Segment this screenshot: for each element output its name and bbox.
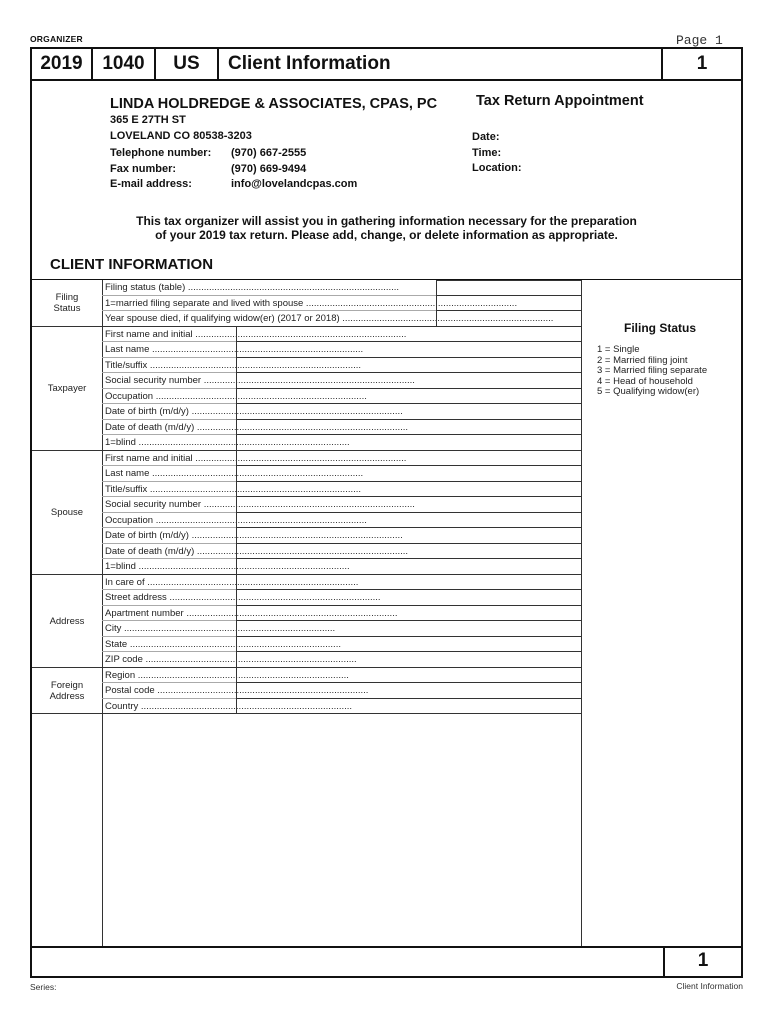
group-label-text: Filing bbox=[55, 292, 79, 304]
field-label: Region ................................................................................ bbox=[105, 669, 349, 681]
row-divider bbox=[102, 295, 436, 296]
group-label-text: Foreign bbox=[50, 679, 84, 691]
row-divider bbox=[102, 403, 236, 404]
firm-city: LOVELAND CO 80538-3203 bbox=[110, 129, 252, 142]
row-divider bbox=[102, 605, 236, 606]
email-value: info@lovelandcpas.com bbox=[231, 178, 358, 190]
field-label: 1=blind ................................................................................ bbox=[105, 561, 350, 572]
footer-divider bbox=[32, 946, 741, 948]
header-divider bbox=[32, 79, 741, 81]
field-input[interactable] bbox=[236, 389, 581, 405]
field-input[interactable] bbox=[236, 513, 581, 529]
group-label-spouse bbox=[32, 507, 102, 518]
firm-contact-values bbox=[231, 146, 357, 193]
row-divider bbox=[102, 372, 236, 373]
row-divider bbox=[102, 682, 236, 683]
group-label-foreign bbox=[32, 680, 102, 702]
field-input[interactable] bbox=[436, 296, 581, 312]
field-input[interactable] bbox=[236, 342, 581, 358]
phone-value: (970) 667-2555 bbox=[231, 147, 307, 159]
field-input[interactable] bbox=[236, 652, 581, 668]
field-label: Postal code ................................................................................ bbox=[105, 685, 369, 696]
field-label: Street address ................................................................................ bbox=[105, 592, 381, 603]
field-input[interactable] bbox=[236, 621, 581, 637]
footer-title: Client Information bbox=[676, 981, 743, 991]
row-divider bbox=[102, 512, 236, 513]
appointment-title: Tax Return Appointment bbox=[476, 93, 644, 109]
appointment-time-label: Time: bbox=[472, 146, 502, 159]
field-label: In care of ................................................................................ bbox=[105, 576, 359, 588]
group-label-text: Status bbox=[53, 303, 81, 315]
legend-item: 2 = Married filing joint bbox=[597, 354, 688, 366]
series-label: Series: bbox=[30, 982, 57, 992]
field-label: Occupation ................................................................................ bbox=[105, 390, 367, 402]
row-divider bbox=[102, 543, 236, 544]
field-input[interactable] bbox=[236, 683, 581, 699]
field-input[interactable] bbox=[236, 544, 581, 560]
field-label: Date of birth (m/d/y) ................................................................................ bbox=[105, 406, 403, 417]
legend-item: 1 = Single bbox=[597, 344, 640, 355]
field-input[interactable] bbox=[236, 482, 581, 498]
field-label: Year spouse died, if qualifying widow(er) (2017 or 2018) ................................................................................ bbox=[105, 313, 554, 324]
group-label-address bbox=[32, 616, 102, 627]
grid-label-divider bbox=[102, 280, 103, 948]
group-label-text: Address bbox=[49, 615, 85, 627]
row-divider bbox=[102, 636, 236, 637]
row-divider bbox=[102, 341, 236, 342]
form-title: Client Information bbox=[219, 49, 663, 79]
appointment-fields bbox=[472, 130, 522, 177]
group-label-text: Spouse bbox=[50, 507, 84, 518]
field-label: Occupation ................................................................................ bbox=[105, 514, 367, 526]
field-input[interactable] bbox=[236, 451, 581, 467]
form-frame bbox=[30, 47, 743, 978]
appointment-date-label: Date: bbox=[472, 131, 500, 143]
footer-page-number: 1 bbox=[663, 946, 741, 976]
row-divider bbox=[102, 620, 236, 621]
fax-label: Fax number: bbox=[110, 162, 177, 175]
group-label-text: Taxpayer bbox=[47, 383, 87, 394]
row-divider bbox=[102, 419, 236, 420]
email-label: E-mail address: bbox=[110, 178, 192, 190]
phone-label: Telephone number: bbox=[110, 147, 212, 159]
legend-item: 3 = Married filing separate bbox=[597, 365, 708, 376]
firm-street: 365 E 27TH ST bbox=[110, 114, 186, 126]
field-input[interactable] bbox=[436, 311, 581, 327]
field-label: 1=blind ................................................................................ bbox=[105, 437, 350, 448]
field-label: First name and initial ................................................................................ bbox=[105, 452, 407, 464]
field-input[interactable] bbox=[236, 699, 581, 715]
field-input[interactable] bbox=[236, 575, 581, 591]
field-label: Date of death (m/d/y) ................................................................................ bbox=[105, 421, 409, 433]
row-divider bbox=[102, 651, 236, 652]
field-label: Apartment number ................................................................................ bbox=[105, 607, 398, 619]
field-label: Date of birth (m/d/y) ................................................................................ bbox=[105, 530, 403, 541]
legend-item: 4 = Head of household bbox=[597, 375, 693, 387]
firm-name: LINDA HOLDREDGE & ASSOCIATES, CPAS, PC bbox=[110, 96, 438, 112]
field-input[interactable] bbox=[236, 528, 581, 544]
header-page-number: 1 bbox=[696, 53, 708, 74]
form-number: 1040 bbox=[93, 49, 156, 79]
field-label: Title/suffix ................................................................................ bbox=[105, 359, 362, 371]
row-divider bbox=[102, 698, 236, 699]
row-divider bbox=[102, 589, 236, 590]
page-label: Page 1 bbox=[676, 33, 723, 48]
appointment-location-label: Location: bbox=[472, 162, 522, 174]
row-divider bbox=[102, 481, 236, 482]
field-label: Last name ................................................................................ bbox=[105, 344, 364, 355]
fax-value: (970) 669-9494 bbox=[231, 162, 307, 175]
row-divider bbox=[102, 434, 236, 435]
field-label: State ................................................................................ bbox=[105, 638, 341, 650]
field-input[interactable] bbox=[236, 373, 581, 389]
field-label: 1=married filing separate and lived with spouse ................................................................................ bbox=[105, 297, 518, 309]
group-label-text: Address bbox=[49, 690, 85, 702]
firm-address bbox=[110, 113, 252, 144]
firm-contact-labels bbox=[110, 146, 211, 193]
field-label: Country ................................................................................ bbox=[105, 700, 353, 712]
row-divider bbox=[102, 465, 236, 466]
field-input[interactable] bbox=[236, 606, 581, 622]
organizer-note bbox=[32, 215, 741, 242]
field-label: Last name ................................................................................ bbox=[105, 468, 364, 479]
group-label-taxpayer bbox=[32, 383, 102, 394]
row-divider bbox=[102, 496, 236, 497]
row-divider bbox=[102, 357, 236, 358]
field-label: ZIP code ................................................................................ bbox=[105, 654, 357, 665]
section-title: CLIENT INFORMATION bbox=[50, 256, 214, 273]
field-label: Social security number ................................................................................ bbox=[105, 375, 415, 386]
row-divider bbox=[102, 388, 236, 389]
tax-year: 2019 bbox=[32, 49, 93, 79]
field-input[interactable] bbox=[236, 404, 581, 420]
field-input[interactable] bbox=[236, 497, 581, 513]
field-label: Title/suffix ................................................................................ bbox=[105, 483, 362, 495]
legend-item: 5 = Qualifying widow(er) bbox=[597, 386, 700, 397]
field-input[interactable] bbox=[236, 590, 581, 606]
field-input[interactable] bbox=[236, 637, 581, 653]
row-divider bbox=[102, 558, 236, 559]
row-divider bbox=[102, 527, 236, 528]
row-divider bbox=[102, 310, 436, 311]
field-input[interactable] bbox=[236, 358, 581, 374]
filing-status-legend bbox=[597, 345, 707, 398]
field-input[interactable] bbox=[236, 420, 581, 436]
group-label-filing bbox=[32, 292, 102, 314]
field-label: City ................................................................................ bbox=[105, 623, 336, 634]
legend-title: Filing Status bbox=[624, 321, 696, 335]
organizer-label: ORGANIZER bbox=[30, 34, 83, 44]
field-input[interactable] bbox=[236, 559, 581, 575]
field-input[interactable] bbox=[436, 280, 581, 296]
field-label: Social security number ................................................................................ bbox=[105, 499, 415, 510]
field-input[interactable] bbox=[236, 668, 581, 684]
field-input[interactable] bbox=[236, 466, 581, 482]
field-label: Date of death (m/d/y) ................................................................................ bbox=[105, 545, 409, 557]
field-input[interactable] bbox=[236, 327, 581, 343]
field-label: Filing status (table) ................................................................................ bbox=[105, 282, 400, 293]
note-line-2: of your 2019 tax return. Please add, change, or delete information as appropriate. bbox=[155, 227, 618, 242]
field-label: First name and initial ................................................................................ bbox=[105, 328, 407, 340]
field-input[interactable] bbox=[236, 435, 581, 451]
group-divider bbox=[32, 713, 581, 714]
grid-legend-divider bbox=[581, 280, 582, 948]
note-line-1: This tax organizer will assist you in gathering information necessary for the preparation bbox=[136, 214, 637, 228]
country-code: US bbox=[156, 49, 219, 79]
